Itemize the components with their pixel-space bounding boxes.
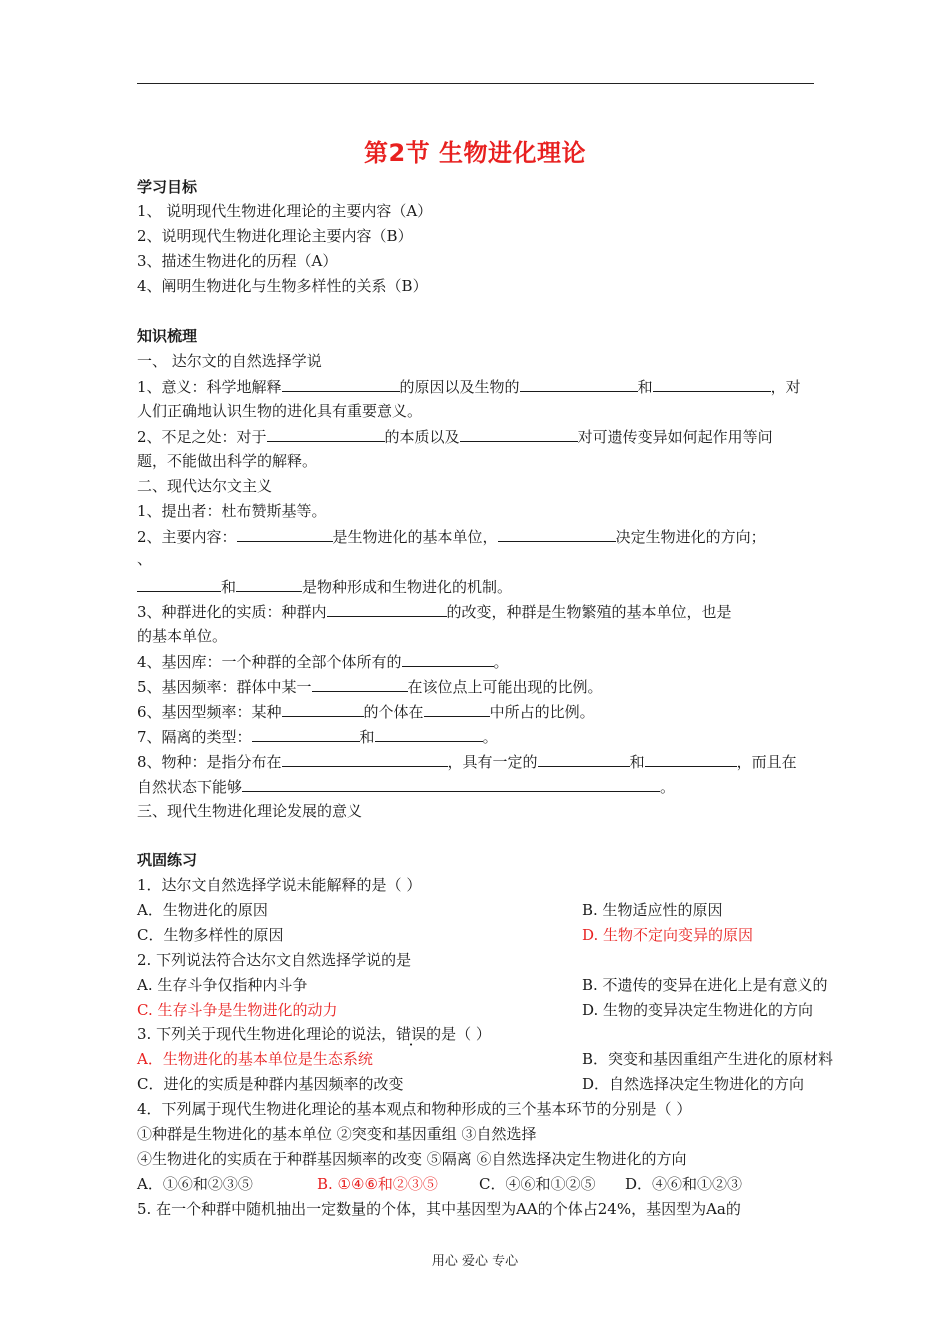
goal-item: 1、 说明现代生物进化理论的主要内容（A） [137,202,433,220]
fill-line: 和 是物种形成和生物进化的机制。 [137,576,817,597]
answer-blank [312,676,408,692]
answer-blank [520,376,638,392]
option-row [137,900,817,920]
answer-blank [242,776,660,792]
answer-blank [237,526,333,542]
page-footer: 用心 爱心 专心 [431,1254,519,1269]
option-a: A．①⑥和②③⑤ [137,1175,253,1193]
answer-blank [282,376,400,392]
option-a: A. 生存斗争仅指种内斗争 [137,976,308,994]
text-line: 题，不能做出科学的解释。 [137,452,318,470]
question-item-line: ①种群是生物进化的基本单位 ②突变和基因重组 ③自然选择 [137,1125,537,1143]
question: 3. 下列关于现代生物进化理论的说法，错误的是（ ） [137,1025,491,1043]
answer-blank [402,651,494,667]
text-line: 、 [137,550,153,568]
option-c: C．④⑥和①②⑤ [479,1175,596,1193]
question: 1．达尔文自然选择学说未能解释的是（ ） [137,876,422,894]
answer-blank [460,426,578,442]
option-b-answer: B. ①④⑥和②③⑤ [317,1175,438,1193]
question: 2. 下列说法符合达尔文自然选择学说的是 [137,951,412,969]
goals-heading: 学习目标 [137,178,198,196]
option-b: B．突变和基因重组产生进化的原材料 [582,1050,834,1068]
answer-blank [498,526,616,542]
option-b: B. 生物适应性的原因 [582,901,723,919]
option-a-answer: A．生物进化的基本单位是生态系统 [137,1050,373,1068]
answer-blank [282,701,364,717]
section-title: 一、 达尔文的自然选择学说 [137,352,322,370]
fill-line: 2、主要内容： 是生物进化的基本单位， 决定生物进化的方向； [137,528,766,546]
text-line: 的基本单位。 [137,627,228,645]
header-rule [137,83,814,84]
goal-item: 2、说明现代生物进化理论主要内容（B） [137,227,413,245]
fill-line: 8、物种：是指分布在 ，具有一定的 和 ，而且在 [137,753,797,771]
answer-blank [137,576,221,592]
fill-line: 5、基因频率：群体中某一 在该位点上可能出现的比例。 [137,678,603,696]
option-row [137,975,828,995]
option-b: B. 不遗传的变异在进化上是有意义的 [582,976,828,994]
option-d: D. 生物的变异决定生物进化的方向 [582,1001,814,1019]
question: 5. 在一个种群中随机抽出一定数量的个体，其中基因型为AA的个体占24%，基因型为Aa的 [137,1200,741,1218]
knowledge-heading: 知识梳理 [137,327,198,345]
page-title: 第2节 生物进化理论 [363,139,587,167]
section-title: 三、现代生物进化理论发展的意义 [137,802,363,820]
fill-line: 6、基因型频率：某种 的个体在 中所占的比例。 [137,703,595,721]
emphasis-word: 错误 [396,1025,427,1043]
option-d: D．自然选择决定生物进化的方向 [582,1075,805,1093]
practice-heading: 巩固练习 [137,851,198,869]
text-line: 1、提出者：杜布赞斯基等。 [137,502,327,520]
option-row [137,1049,834,1069]
option-a: A．生物进化的原因 [137,901,268,919]
text-line: 人们正确地认识生物的进化具有重要意义。 [137,402,423,420]
goal-item: 4、阐明生物进化与生物多样性的关系（B） [137,277,428,295]
fill-line: 3、种群进化的实质：种群内 的改变，种群是生物繁殖的基本单位，也是 [137,603,732,621]
question-item-line: ④生物进化的实质在于种群基因频率的改变 ⑤隔离 ⑥自然选择决定生物进化的方向 [137,1150,687,1168]
option-c-answer: C. 生存斗争是生物进化的动力 [137,1001,338,1019]
goal-item: 3、描述生物进化的历程（A） [137,252,338,270]
option-row [137,925,817,945]
answer-blank [252,726,360,742]
option-row [137,1174,817,1194]
answer-blank [538,751,630,767]
fill-line: 4、基因库：一个种群的全部个体所有的 。 [137,653,509,671]
fill-line: 自然状态下能够 。 [137,778,676,796]
section-title: 二、现代达尔文主义 [137,477,273,495]
option-row [137,1074,817,1094]
question: 4．下列属于现代生物进化理论的基本观点和物种形成的三个基本环节的分别是（ ） [137,1100,692,1118]
option-c: C．进化的实质是种群内基因频率的改变 [137,1075,404,1093]
fill-line: 7、隔离的类型： 和 。 [137,728,498,746]
answer-blank [267,426,385,442]
answer-blank [645,751,737,767]
option-c: C．生物多样性的原因 [137,926,284,944]
fill-line: 2、不足之处：对于 的本质以及 对可遗传变异如何起作用等问 [137,428,773,446]
option-d: D．④⑥和①②③ [625,1175,743,1193]
answer-blank [327,601,447,617]
option-row [137,1000,817,1020]
answer-blank [282,751,448,767]
option-d-answer: D. 生物不定向变异的原因 [582,926,754,944]
answer-blank [375,726,483,742]
answer-blank [236,576,302,592]
answer-blank [424,701,490,717]
fill-line: 1、意义：科学地解释 的原因以及生物的 和 ，对 [137,378,801,396]
answer-blank [653,376,771,392]
